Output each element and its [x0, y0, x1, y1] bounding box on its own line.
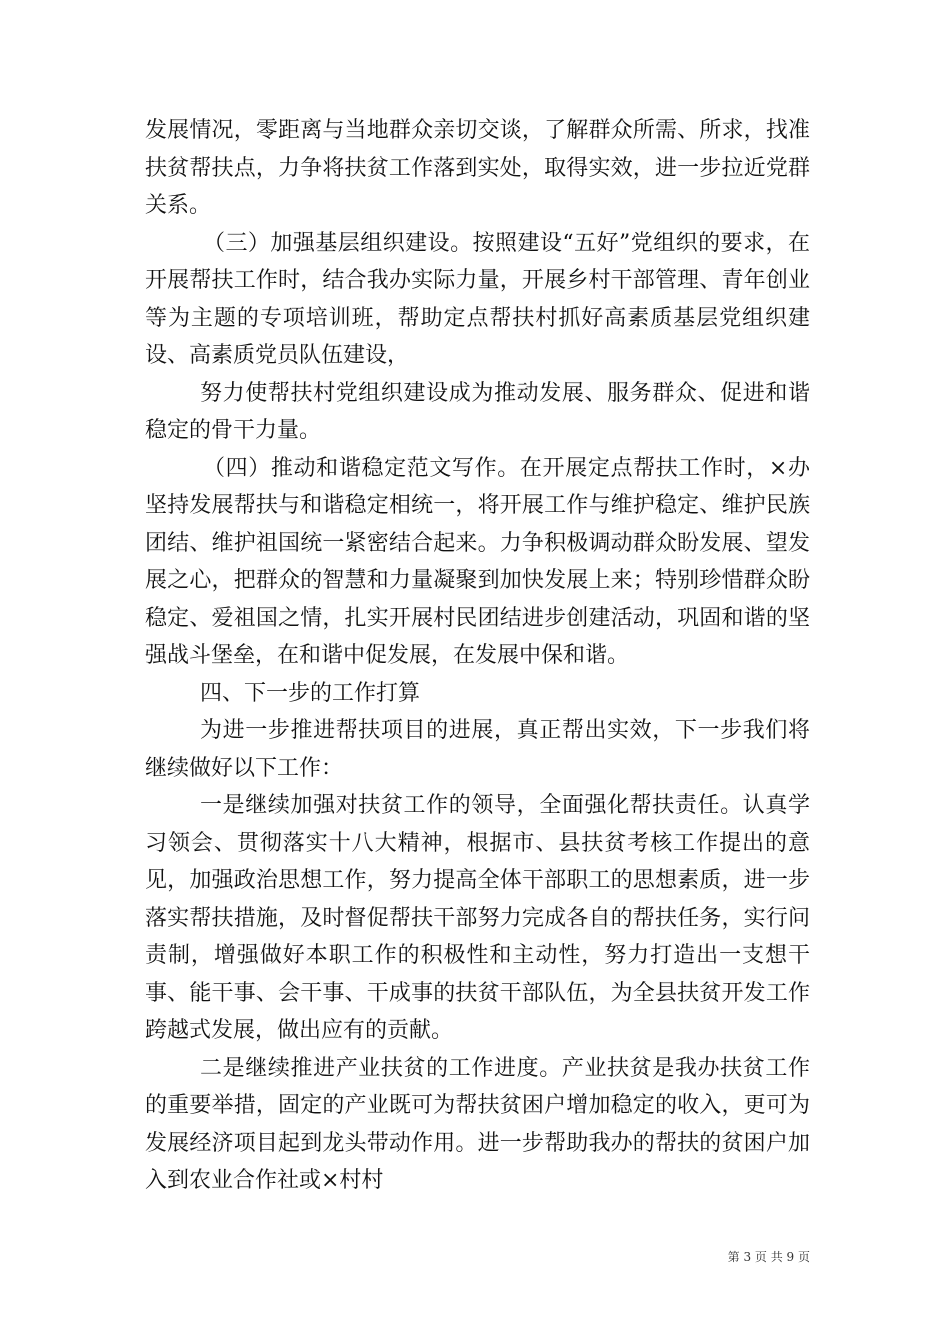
paragraph-party-building: 努力使帮扶村党组织建设成为推动发展、服务群众、促进和谐稳定的骨干力量。: [145, 380, 810, 443]
paragraph-continuation: 发展情况，零距离与当地群众亲切交谈，了解群众所需、所求，找准扶贫帮扶点，力争将扶贫工作落到实处，取得实效，进一步拉近党群关系。: [145, 118, 810, 218]
paragraph-section-three: （三）加强基层组织建设。按照建设“五好”党组织的要求，在开展帮扶工作时，结合我办实际力量，开展乡村干部管理、青年创业等为主题的专项培训班，帮助定点帮扶村抓好高素质基层党组织建设、高素质党员队伍建设，: [145, 230, 810, 368]
document-body: [145, 112, 810, 1200]
paragraph-next-steps-intro: 为进一步推进帮扶项目的进展，真正帮出实效，下一步我们将继续做好以下工作：: [145, 718, 810, 781]
paragraph-section-four: （四）推动和谐稳定范文写作。在开展定点帮扶工作时，×办坚持发展帮扶与和谐稳定相统一，将开展工作与维护稳定、维护民族团结、维护祖国统一紧密结合起来。力争积极调动群众盼发展、望发展之心，把群众的智慧和力量凝聚到加快发展上来；特别珍惜群众盼稳定、爱祖国之情，扎实开展村民团结进步创建活动，巩固和谐的坚强战斗堡垒，在和谐中促发展，在发展中保和谐。: [145, 455, 810, 668]
paragraph-item-two: 二是继续推进产业扶贫的工作进度。产业扶贫是我办扶贫工作的重要举措，固定的产业既可为帮扶贫困户增加稳定的收入，更可为发展经济项目起到龙头带动作用。进一步帮助我办的帮扶的贫困户加入到农业合作社或×村村: [145, 1055, 810, 1193]
section-heading-next-steps: 四、下一步的工作打算: [200, 680, 421, 706]
paragraph-item-one: 一是继续加强对扶贫工作的领导，全面强化帮扶责任。认真学习领会、贯彻落实十八大精神，根据市、县扶贫考核工作提出的意见，加强政治思想工作，努力提高全体干部职工的思想素质，进一步落实帮扶措施，及时督促帮扶干部努力完成各自的帮扶任务，实行问责制，增强做好本职工作的积极性和主动性，努力打造出一支想干事、能干事、会干事、干成事的扶贫干部队伍，为全县扶贫开发工作跨越式发展，做出应有的贡献。: [145, 793, 810, 1043]
page-number-footer: 第 3 页 共 9 页: [727, 1250, 810, 1264]
